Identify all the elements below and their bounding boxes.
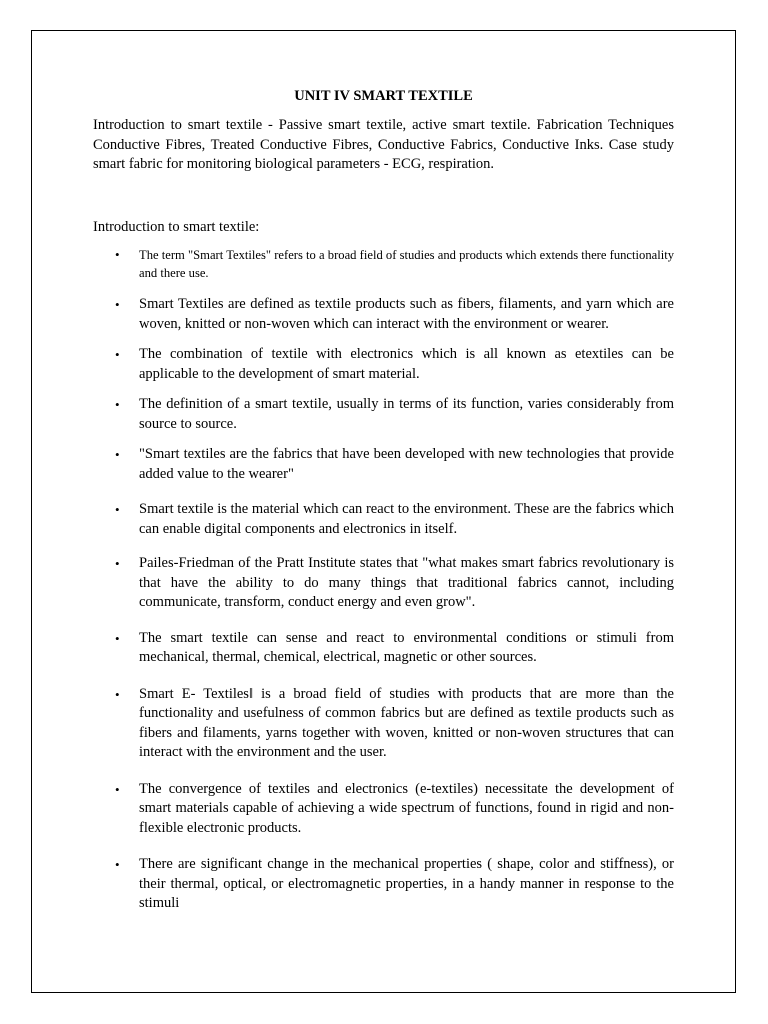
list-item — [93, 685, 674, 763]
list-item — [93, 554, 674, 613]
list-item-text: There are significant change in the mechanical properties ( shape, color and stiffness), or their thermal, optical, or electromagnetic properties, in a handy manner in response to the stimuli — [139, 856, 674, 911]
list-item-text: Smart Textiles are defined as textile products such as fibers, filaments, and yarn which are woven, knitted or non-woven which can interact with the environment or wearer. — [139, 296, 674, 332]
list-item — [93, 780, 674, 839]
list-item-text: The combination of textile with electronics which is all known as etextiles can be applicable to the development of smart material. — [139, 346, 674, 382]
document-title: UNIT IV SMART TEXTILE — [294, 88, 473, 104]
list-item-text: Smart E- Textiles‖ is a broad field of studies with products that are more than the functionality and usefulness of common fabrics but are defined as textile products such as fibers and filaments, yarns together with woven, knitted or non-woven structures that can interact with the environment and the user. — [139, 685, 674, 760]
list-item-text: The term "Smart Textiles" refers to a broad field of studies and products which extends there functionality and there use. — [139, 248, 674, 280]
list-item — [93, 395, 674, 434]
bullet-icon: • — [115, 447, 120, 462]
bullet-icon: • — [115, 502, 120, 517]
list-item — [93, 295, 674, 334]
document-body — [93, 86, 674, 914]
bullet-icon: • — [115, 857, 120, 872]
list-item-text: "Smart textiles are the fabrics that have been developed with new technologies that provide added value to the wearer" — [139, 446, 674, 482]
list-item-text: The definition of a smart textile, usually in terms of its function, varies considerably from source to source. — [139, 396, 674, 432]
list-item — [93, 445, 674, 484]
bullet-icon: • — [115, 781, 120, 797]
list-item-text: Smart textile is the material which can react to the environment. These are the fabrics which can enable digital components and electronics in itself. — [139, 501, 674, 537]
intro-paragraph: Introduction to smart textile - Passive smart textile, active smart textile. Fabrication Techniques Conductive Fibres, Treated Conductive Fibres, Conductive Fabrics, Conductive Inks. Case study smart fabric for monitoring biological parameters - ECG, respiration. — [93, 117, 674, 172]
section-heading: Introduction to smart textile: — [93, 218, 260, 235]
list-item-text: The smart textile can sense and react to environmental conditions or stimuli from mechanical, thermal, chemical, electrical, magnetic or other sources. — [139, 629, 674, 665]
list-item — [93, 855, 674, 914]
bullet-icon: • — [115, 297, 120, 312]
bullet-list — [93, 246, 674, 914]
list-item — [93, 246, 674, 282]
bullet-icon: • — [115, 556, 120, 571]
bullet-icon: • — [115, 347, 120, 362]
list-item — [93, 629, 674, 668]
bullet-icon: • — [115, 686, 120, 702]
bullet-icon: • — [115, 630, 120, 646]
bullet-icon: • — [115, 397, 120, 412]
list-item — [93, 345, 674, 384]
list-item-text: Pailes-Friedman of the Pratt Institute states that "what makes smart fabrics revolutionary is that have the ability to do many things that traditional fabrics cannot, including communicate, transform, conduct energy and even grow". — [139, 555, 674, 610]
list-item — [93, 500, 674, 539]
list-item-text: The convergence of textiles and electronics (e-textiles) necessitate the development of smart materials capable of achieving a wide spectrum of functions, found in rigid and non-flexible electronic products. — [139, 780, 674, 836]
bullet-icon: • — [115, 247, 120, 262]
